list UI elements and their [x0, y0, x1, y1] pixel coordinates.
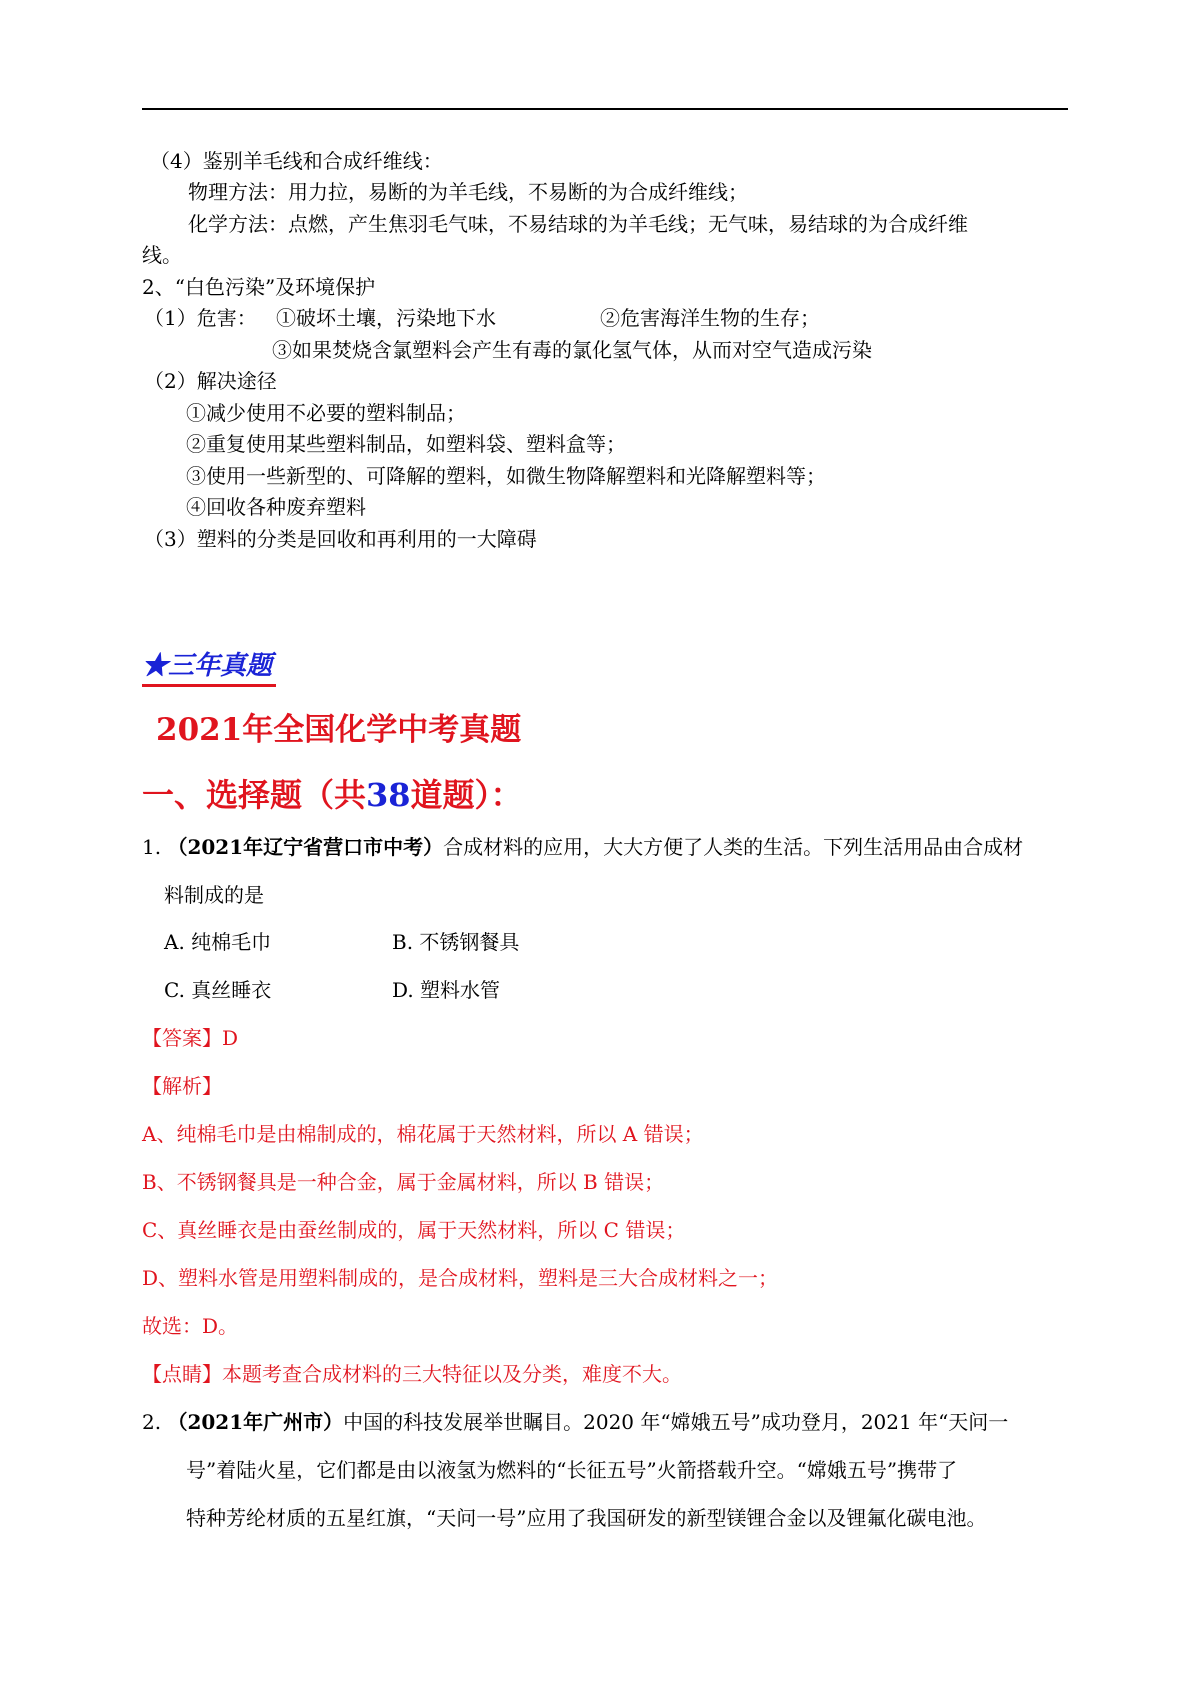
q1-option-b: B. 不锈钢餐具: [392, 930, 520, 954]
analysis-d: D、塑料水管是用塑料制成的，是合成材料，塑料是三大合成材料之一；: [142, 1266, 779, 1290]
point-label: 【点睛】: [142, 1362, 222, 1386]
q1-option-a: A. 纯棉毛巾: [164, 930, 272, 954]
p4-physical: 物理方法：用力拉，易断的为羊毛线，不易断的为合成纤维线；: [188, 180, 748, 204]
answer-label: 【答案】: [142, 1026, 222, 1050]
point-text: 本题考查合成材料的三大特征以及分类，难度不大。: [222, 1362, 682, 1386]
analysis-b: B、不锈钢餐具是一种合金，属于金属材料，所以 B 错误；: [142, 1170, 665, 1194]
solution-4: ④回收各种废弃塑料: [186, 495, 366, 519]
p4-chemical: 化学方法：点燃，产生焦羽毛气味，不易结球的为羊毛线；无气味，易结球的为合成纤维: [188, 212, 968, 236]
question-count: 38: [366, 776, 411, 814]
hazard-1: ①破坏土壤，污染地下水: [276, 306, 496, 330]
year-heading: 2021年全国化学中考真题: [156, 712, 522, 748]
section2-title: 2、“白色污染”及环境保护: [142, 275, 376, 299]
q2-number: 2.: [142, 1410, 162, 1434]
analysis-c: C、真丝睡衣是由蚕丝制成的，属于天然材料，所以 C 错误；: [142, 1218, 686, 1242]
q2-text-1: 中国的科技发展举世瞩目。2020 年“嫦娥五号”成功登月，2021 年“天问一: [343, 1410, 1009, 1434]
q1-source: （2021年辽宁省营口市中考）: [167, 835, 444, 859]
p4-chemical-cont: 线。: [142, 243, 182, 267]
q2-text-3: 特种芳纶材质的五星红旗，“天问一号”应用了我国研发的新型镁锂合金以及锂氟化碳电池。: [186, 1506, 987, 1530]
section-prefix: 一、选择题（共: [142, 776, 367, 814]
p4-title: （4）鉴别羊毛线和合成纤维线：: [150, 149, 443, 173]
q1-stem: 合成材料的应用，大大方便了人类的生活。下列生活用品由合成材: [443, 835, 1024, 859]
solution-2: ②重复使用某些塑料制品，如塑料袋、塑料盒等；: [186, 432, 626, 456]
q1-option-c: C. 真丝睡衣: [164, 978, 272, 1002]
q1-line1: [142, 832, 1023, 862]
analysis-conclusion: 故选：D。: [142, 1314, 239, 1338]
solution-1: ①减少使用不必要的塑料制品；: [186, 401, 466, 425]
q2-line1: [142, 1407, 1008, 1437]
section-suffix: 道题）：: [410, 776, 523, 814]
q1-option-d: D. 塑料水管: [392, 978, 501, 1002]
section-heading: [142, 774, 523, 816]
q1-stem-cont: 料制成的是: [164, 883, 264, 907]
q2-text-2: 号”着陆火星，它们都是由以液氢为燃料的“长征五号”火箭搭载升空。“嫦娥五号”携带了: [186, 1458, 958, 1482]
three-year-heading: ★三年真题: [142, 648, 276, 687]
hazard-2: ②危害海洋生物的生存；: [600, 306, 820, 330]
solution-title: （2）解决途径: [144, 369, 277, 393]
analysis-label: 【解析】: [142, 1074, 222, 1098]
header-rule: [142, 108, 1068, 110]
q1-number: 1.: [142, 835, 162, 859]
hazard-3: ③如果焚烧含氯塑料会产生有毒的氯化氢气体，从而对空气造成污染: [272, 338, 872, 362]
analysis-a: A、纯棉毛巾是由棉制成的，棉花属于天然材料，所以 A 错误；: [142, 1122, 704, 1146]
classification-note: （3）塑料的分类是回收和再利用的一大障碍: [144, 527, 537, 551]
answer-value: D: [222, 1026, 239, 1050]
q1-point: [142, 1359, 682, 1389]
hazard-label: （1）危害：: [144, 306, 257, 330]
solution-3: ③使用一些新型的、可降解的塑料，如微生物降解塑料和光降解塑料等；: [186, 464, 826, 488]
q1-answer: [142, 1023, 238, 1053]
q2-source: （2021年广州市）: [167, 1410, 344, 1434]
